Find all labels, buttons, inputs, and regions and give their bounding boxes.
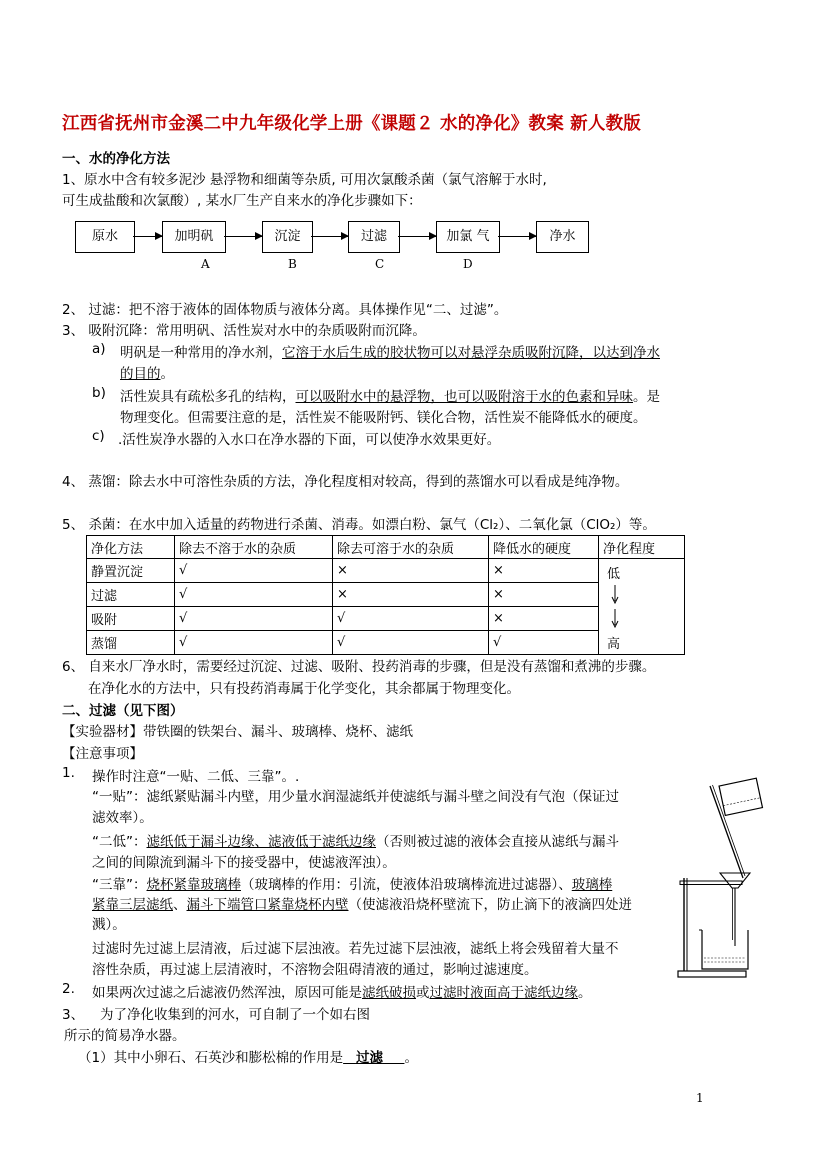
flow-box-clean-water: 净水 [536,221,589,253]
table-row [87,559,685,583]
table-header: 降低水的硬度 [489,536,599,559]
section2-heading: 二、过滤（见下图） [62,703,184,719]
degree-cell [599,559,685,655]
notes-heading: 【注意事项】 [62,746,143,762]
flow-label-a: A [201,257,210,271]
p3: 3、 吸附沉降：常用明矾、活性炭对水中的杂质吸附而沉降。 [62,323,426,339]
p4: 4、 蒸馏：除去水中可溶性杂质的方法，净化程度相对较高，得到的蒸馏水可以看成是纯净物。 [62,474,629,490]
table-cell: 吸附 [87,607,175,631]
table-header: 除去可溶于水的杂质 [333,536,489,559]
table-cell: √ [175,559,333,583]
item-b-line1: 活性炭具有疏松多孔的结构，可以吸附水中的悬浮物，也可以吸附溶于水的色素和异味。是 [120,389,660,405]
document-title: 江西省抚州市金溪二中九年级化学上册《课题２ 水的净化》教案 新人教版 [62,114,641,134]
table-cell: × [333,583,489,607]
table-cell: × [489,559,599,583]
item-b-mark: b) [92,385,106,401]
flow-label-c: C [375,257,385,271]
gl-line2: 溶性杂质，再过滤上层清液时，不溶物会阻碍清液的通过，影响过滤速度。 [92,962,538,978]
table-header: 净化程度 [599,536,685,559]
item-c-mark: c) [92,428,105,444]
yitie-line2: 滤效率）。 [92,810,153,826]
note3-mark: 3、 [62,1007,85,1023]
note3: 为了净化收集到的河水，可自制了一个如右图 [100,1007,370,1023]
p2: 2、 过滤：把不溶于液体的固体物质与液体分离。具体操作见“二、过滤”。 [62,302,508,318]
flow-box-chlorine: 加氯 气 [436,221,500,253]
table-cell: √ [175,583,333,607]
table-cell: 静置沉淀 [87,559,175,583]
flow-label-d: D [463,257,473,271]
note2-mark: 2. [62,981,75,997]
table-cell: 蒸馏 [87,631,175,655]
down-arrow-icon [609,585,621,629]
flow-arrow-icon [133,236,162,237]
flow-arrow-icon [311,236,348,237]
table-cell: 过滤 [87,583,175,607]
p6-line1: 6、 自来水厂净水时，需要经过沉淀、过滤、吸附、投药消毒的步骤，但是没有蒸馏和煮沸的步骤。 [62,659,656,675]
question1: （1）其中小卵石、石英沙和膨松棉的作用是 过滤 。 [78,1050,418,1066]
flow-box-settle: 沉淀 [262,221,313,253]
table-header-row [87,536,685,559]
filtration-apparatus-illustration [670,770,770,982]
table-cell: × [333,559,489,583]
sankao-line1: “三靠”：烧杯紧靠玻璃棒（玻璃棒的作用：引流，使液体沿玻璃棒流进过滤器）、玻璃棒 [92,877,613,893]
flow-arrow-icon [224,236,262,237]
equipment: 【实验器材】带铁圈的铁架台、漏斗、玻璃棒、烧杯、滤纸 [62,724,413,740]
note1: 操作时注意“一贴、二低、三靠”。. [92,769,300,785]
table-header: 净化方法 [87,536,175,559]
item-a-mark: a) [92,341,106,357]
table-row [87,631,685,655]
yitie-line1: “一贴”：滤纸紧贴漏斗内壁，用少量水润湿滤纸并使滤纸与漏斗壁之间没有气泡（保证过 [92,789,619,805]
item-a-line2: 的目的。 [120,366,174,382]
table-cell: × [489,607,599,631]
gl-line1: 过滤时先过滤上层清液，后过滤下层浊液。若先过滤下层浊液，滤纸上将会残留着大量不 [92,941,619,957]
note3-line2: 所示的简易净水器。 [64,1028,186,1044]
sankao-line3: 溅）。 [92,917,126,933]
table-row [87,583,685,607]
item-a-line1: 明矾是一种常用的净水剂，它溶于水后生成的胶状物可以对悬浮杂质吸附沉降，以达到净水 [120,345,660,361]
flow-box-filter: 过滤 [348,221,400,253]
section1-heading: 一、水的净化方法 [62,151,170,167]
note2: 如果两次过滤之后滤液仍然浑浊，原因可能是滤纸破损或过滤时液面高于滤纸边缘。 [92,985,592,1001]
note1-mark: 1. [62,765,75,781]
item-c-line: .活性炭净水器的入水口在净水器的下面，可以使净水效果更好。 [118,432,501,448]
p6-line2: 在净化水的方法中，只有投药消毒属于化学变化，其余都属于物理变化。 [88,681,520,697]
table-cell: × [489,583,599,607]
erdi-line1: “二低”：滤纸低于漏斗边缘、滤液低于滤纸边缘（否则被过滤的液体会直接从滤纸与漏斗 [92,834,619,850]
flow-arrow-icon [398,236,436,237]
table-header: 除去不溶于水的杂质 [175,536,333,559]
p1-line1: 1、原水中含有较多泥沙 悬浮物和细菌等杂质, 可用次氯酸杀菌（氯气溶解于水时, [62,172,547,188]
p5: 5、 杀菌：在水中加入适量的药物进行杀菌、消毒。如漂白粉、氯气（Cl₂）、二氧化氯（ClO₂）等。 [62,517,656,533]
table-cell: √ [333,631,489,655]
table-cell: √ [333,607,489,631]
table-cell: √ [175,607,333,631]
item-b-line2: 物理变化。但需要注意的是，活性炭不能吸附钙、镁化合物，活性炭不能降低水的硬度。 [120,410,647,426]
table-cell: √ [175,631,333,655]
degree-low-label: 低 [607,567,621,582]
flow-label-b: B [288,257,297,271]
erdi-line2: 之间的间隙流到漏斗下的接受器中，使滤液浑浊）。 [92,855,396,871]
degree-high-label: 高 [607,637,621,652]
table-cell: √ [489,631,599,655]
flow-box-alum: 加明矾 [162,221,226,253]
page-number: 1 [696,1091,704,1105]
purification-table [86,535,685,655]
table-row [87,607,685,631]
p1-line2: 可生成盐酸和次氯酸）, 某水厂生产自来水的净化步骤如下： [62,193,422,209]
flow-box-raw-water: 原水 [75,221,135,253]
flow-arrow-icon [498,236,536,237]
sankao-line2: 紧靠三层滤纸、漏斗下端管口紧靠烧杯内壁（使滤液沿烧杯壁流下，防止滴下的液滴四处迸 [92,897,632,913]
